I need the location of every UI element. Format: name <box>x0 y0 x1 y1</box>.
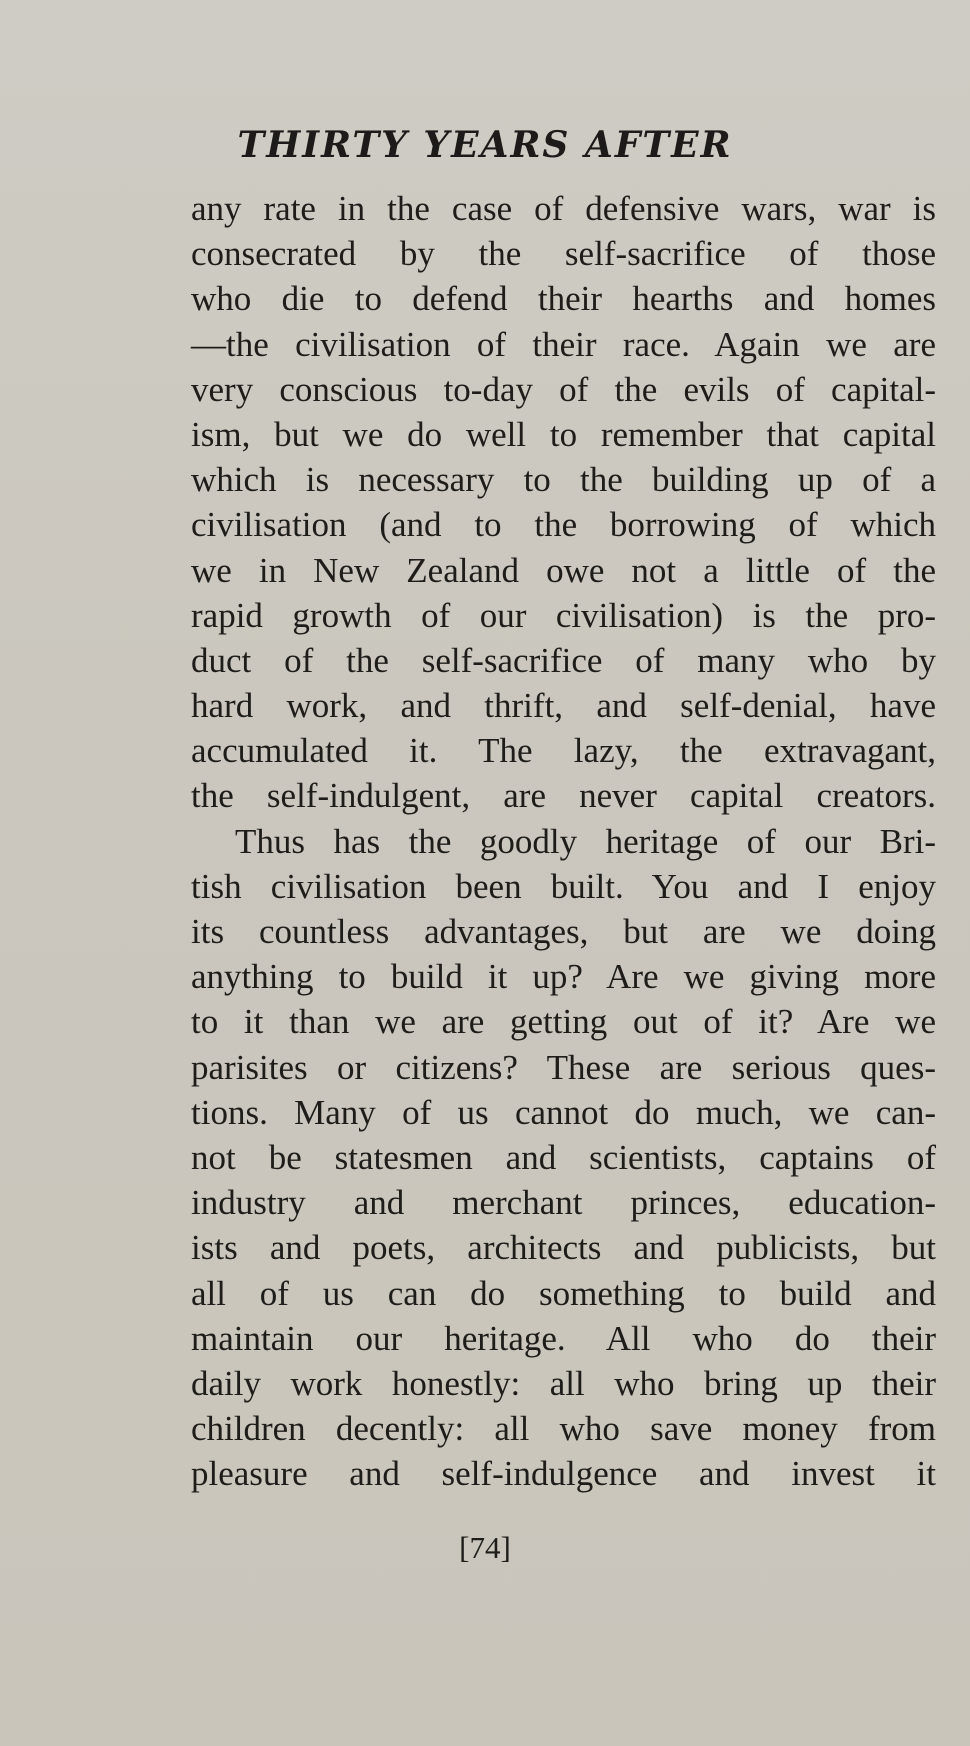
text-line: maintain our heritage. All who do their <box>191 1318 936 1358</box>
text-line: tions. Many of us cannot do much, we can- <box>191 1092 936 1132</box>
text-line: its countless advantages, but are we doing <box>191 912 936 951</box>
text-line: very conscious to-day of the evils of capital- <box>191 369 936 409</box>
text-line: to it than we are getting out of it? Are we <box>191 1002 936 1042</box>
text-line: rapid growth of our civilisation) is the pro- <box>191 595 936 635</box>
text-line: hard work, and thrift, and self-denial, have <box>191 686 936 726</box>
text-line: tish civilisation been built. You and I enjoy <box>191 866 936 906</box>
text-line: we in New Zealand owe not a little of the <box>191 550 936 590</box>
text-line: parisites or citizens? These are serious ques- <box>191 1047 936 1087</box>
text-line: which is necessary to the building up of a <box>191 460 936 500</box>
text-line: ism, but we do well to remember that capital <box>191 414 936 454</box>
text-line: —the civilisation of their race. Again we are <box>191 324 936 364</box>
text-line: who die to defend their hearths and homes <box>191 279 936 319</box>
text-line: ists and poets, architects and publicists, but <box>191 1228 936 1268</box>
text-line: accumulated it. The lazy, the extravagant, <box>191 731 936 771</box>
text-line: not be statesmen and scientists, captains of <box>191 1137 936 1177</box>
text-line: consecrated by the self-sacrifice of those <box>191 234 936 274</box>
text-line: the self-indulgent, are never capital creators. <box>191 776 936 816</box>
text-line: anything to build it up? Are we giving more <box>191 957 936 997</box>
body-text <box>191 186 936 1496</box>
text-line: industry and merchant princes, education- <box>191 1183 936 1223</box>
page-number: [74] <box>459 1530 511 1565</box>
paragraph-start-line: Thus has the goodly heritage of our Bri- <box>235 821 936 861</box>
text-line: any rate in the case of defensive wars, war is <box>191 189 936 228</box>
text-line: pleasure and self-indulgence and invest it <box>191 1454 936 1494</box>
text-line: children decently: all who save money from <box>191 1409 936 1449</box>
running-head: THIRTY YEARS AFTER <box>237 124 733 166</box>
text-line: all of us can do something to build and <box>191 1273 936 1313</box>
text-line: civilisation (and to the borrowing of which <box>191 505 936 545</box>
text-line: duct of the self-sacrifice of many who by <box>191 640 936 680</box>
text-line: daily work honestly: all who bring up their <box>191 1363 936 1403</box>
